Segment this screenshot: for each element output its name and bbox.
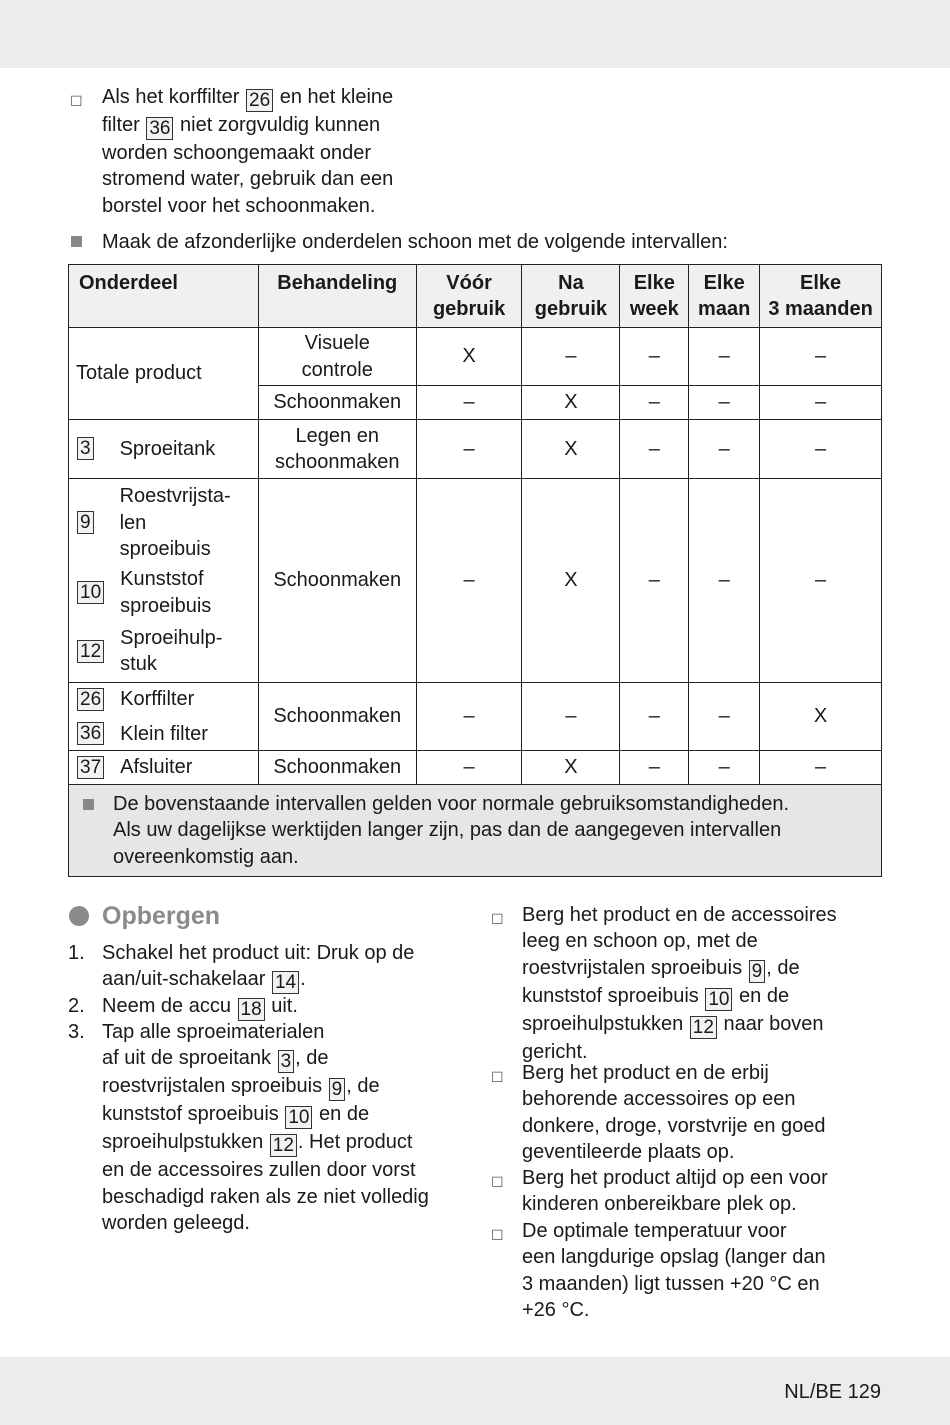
step-number: 2. [68,995,85,1017]
value-cell: – [416,386,522,420]
text-segment: Berg het product en de erbij behorende accessoires op een donkere, droge, vorstvrije en goed geventileerde plaats op. [522,1062,826,1163]
page-header-band [0,0,950,68]
part-name: Korffilter [120,688,195,711]
intro-paragraph-1 [102,84,393,219]
section-heading-text: Opbergen [102,902,221,930]
cleaning-interval-table [68,264,882,877]
step-number: 3. [68,1021,85,1043]
part-reference: 36 [146,117,173,140]
part-cell: Totale product [69,328,259,420]
text-segment: en de sproeihulpstukken [522,984,790,1035]
text-segment: Neem de accu [102,995,237,1017]
value-cell: – [416,683,522,751]
text-segment: Schakel het product uit: Druk op de aan/uit-schakelaar [102,942,415,991]
header-cell: Onderdeel [69,265,259,328]
header-cell: Na gebruik [522,265,620,328]
value-cell: – [620,386,689,420]
value-cell: – [416,420,522,479]
header-cell: Behandeling [258,265,416,328]
checkbox-bullet-icon: ☐ [70,93,83,109]
part-reference: 37 [77,756,104,779]
value-cell: – [760,420,882,479]
value-cell: – [760,328,882,386]
treatment-cell: Schoonmaken [258,683,416,751]
value-cell: – [689,420,760,479]
bullet-dot-icon [69,906,89,926]
step-text [102,940,414,994]
part-name: Kunststof sproeibuis [120,568,212,617]
value-cell: – [620,420,689,479]
text-segment: Als het korffilter [102,86,246,108]
treatment-cell: Visuele controle [258,328,416,386]
value-cell: – [416,751,522,785]
value-cell: – [760,386,882,420]
text-segment: Tap alle sproeimaterialen af uit de sproeitank [102,1021,325,1070]
table-row [69,751,882,785]
part-reference: 12 [270,1134,297,1157]
part-reference: 3 [77,437,94,460]
square-bullet-icon [83,799,94,810]
step-text [102,1019,429,1236]
table-row [69,420,882,479]
part-name: Sproeihulp- stuk [120,626,223,676]
part-name: Klein filter [120,722,208,745]
table-row [69,479,882,683]
text-segment: niet zorgvuldig kunnen worden schoongemaakt onder stromend water, gebruik dan een borstel voor het schoonmaken. [102,114,394,217]
part-name: Roestvrijsta- len sproeibuis [119,485,231,561]
part-reference: 9 [329,1078,346,1101]
table-note: De bovenstaande intervallen gelden voor normale gebruiksomstandigheden. Als uw dagelijkse werktijden langer zijn, pas dan de aangegeven intervallen overeenkomstig aan. [113,793,789,868]
step-text [102,993,298,1021]
value-cell: – [689,479,760,683]
text-segment: naar boven gericht. [522,1012,824,1063]
text-segment: . [300,968,306,991]
value-cell: X [522,386,620,420]
value-cell: – [620,751,689,785]
text-segment: en het kleine filter [102,86,394,136]
value-cell: – [689,751,760,785]
storage-tip [522,1218,826,1323]
text-segment: , de kunststof sproeibuis [102,1075,380,1126]
treatment-cell: Schoonmaken [258,479,416,683]
part-name: Afsluiter [120,756,193,779]
table-row [69,683,882,751]
value-cell: – [620,683,689,751]
text-segment: De optimale temperatuur voor een langdurige opslag (langer dan 3 maanden) ligt tussen +20 °C en +26 °C. [522,1220,826,1321]
value-cell: X [522,479,620,683]
table-note-row [69,785,882,877]
header-cell: Elke 3 maanden [760,265,882,328]
value-cell: X [760,683,882,751]
part-reference: 26 [77,688,104,711]
value-cell: – [522,328,620,386]
part-reference: 9 [749,960,766,983]
storage-tip [522,1060,826,1165]
text-segment: Maak de afzonderlijke onderdelen schoon met de volgende intervallen: [102,231,728,253]
treatment-cell: Schoonmaken [258,751,416,785]
intro-paragraph-2 [102,229,728,255]
text-segment: , de roestvrijstalen sproeibuis [102,1047,329,1098]
part-reference: 10 [705,988,732,1011]
table-header-row [69,265,882,328]
value-cell: – [760,751,882,785]
value-cell: X [416,328,522,386]
part-reference: 10 [285,1106,312,1129]
text-segment: uit. [265,995,298,1017]
text-segment: . Het product en de accessoires zullen door vorst beschadigd raken als ze niet volledig worden geleegd. [102,1131,429,1234]
text-segment: Berg het product altijd op een voor kinderen onbereikbare plek op. [522,1167,828,1216]
section-heading [69,903,220,929]
value-cell: X [522,420,620,479]
header-cell: Elke week [620,265,689,328]
text-segment: , de kunststof sproeibuis [522,956,800,1007]
value-cell: – [620,479,689,683]
value-cell: – [522,683,620,751]
square-bullet-icon [71,236,82,247]
checkbox-bullet-icon: ☐ [491,1174,504,1190]
part-reference: 10 [77,581,104,604]
checkbox-bullet-icon: ☐ [491,1069,504,1085]
header-cell: Elke maan [689,265,760,328]
part-reference: 12 [690,1016,717,1039]
part-reference: 14 [272,971,299,994]
header-cell: Vóór gebruik [416,265,522,328]
part-reference: 36 [77,722,104,745]
value-cell: – [416,479,522,683]
text-segment: en de sproeihulpstukken [102,1103,370,1154]
treatment-cell: Legen en schoonmaken [258,420,416,479]
treatment-cell: Schoonmaken [258,386,416,420]
part-reference: 12 [77,640,104,663]
page-number: NL/BE 129 [784,1381,881,1403]
value-cell: – [689,386,760,420]
text-segment: Berg het product en de accessoires leeg en schoon op, met de roestvrijstalen sproeibuis [522,904,837,979]
value-cell: – [689,328,760,386]
step-number: 1. [68,942,85,964]
value-cell: – [620,328,689,386]
part-name: Sproeitank [119,437,216,460]
part-reference: 26 [246,89,273,112]
checkbox-bullet-icon: ☐ [491,1227,504,1243]
storage-tip [522,1165,828,1218]
value-cell: – [760,479,882,683]
storage-tip [522,902,837,1065]
part-reference: 18 [238,998,265,1021]
page-footer-band [0,1357,950,1425]
value-cell: X [522,751,620,785]
part-reference: 3 [278,1050,295,1073]
value-cell: – [689,683,760,751]
checkbox-bullet-icon: ☐ [491,911,504,927]
table-row [69,328,882,386]
part-reference: 9 [77,511,94,534]
